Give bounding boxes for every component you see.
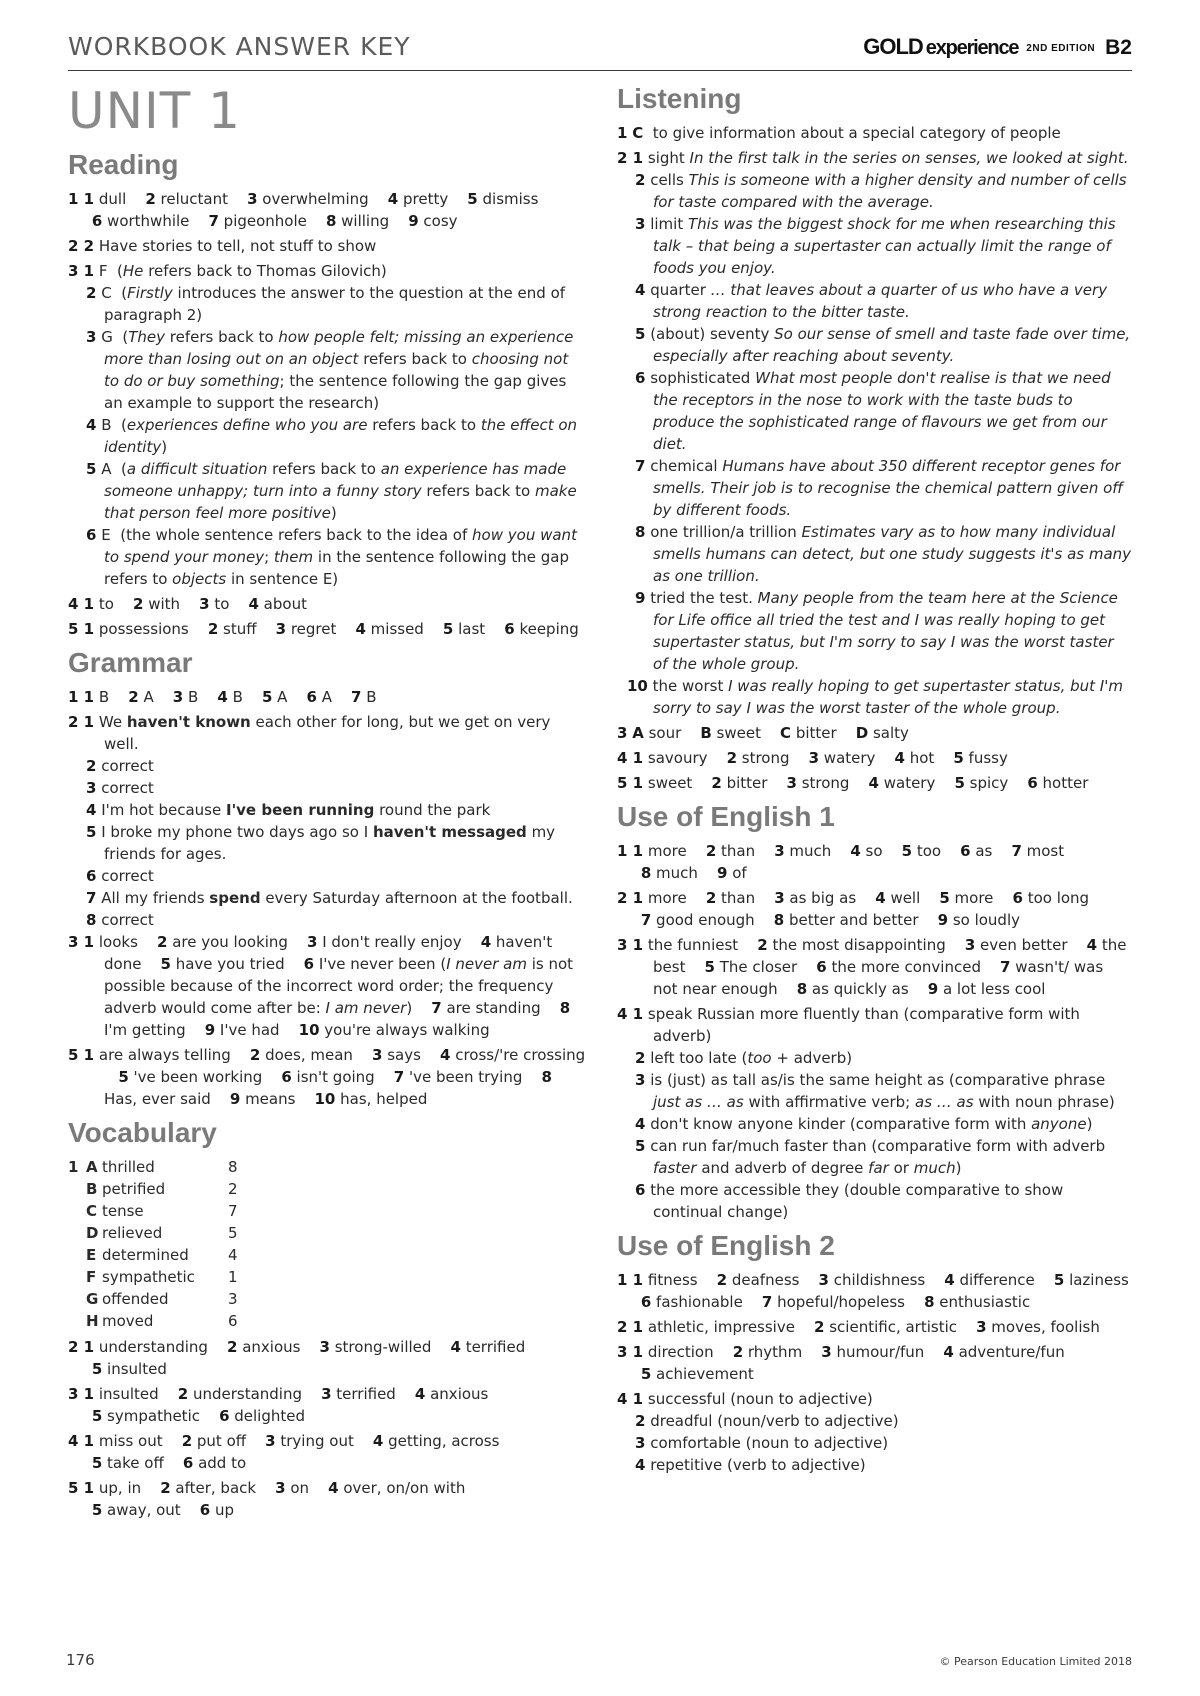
- answer-item: 8 one trillion/a trillion Estimates vary as to how many individual smells humans can detect, but one study suggests it's as many as one trillion.: [635, 523, 1132, 585]
- answer-item: 2 1 athletic, impressive 2 scientific, artistic 3 moves, foolish: [617, 1318, 1100, 1336]
- table-row: 1 A thrilled 8: [68, 1158, 238, 1176]
- answer-item: 1 C to give information about a special category of people: [617, 124, 1061, 142]
- answer-item: 1 1 B 2 A 3 B 4 B 5 A 6 A 7 B: [68, 688, 377, 706]
- answer-item: 2 C (Firstly introduces the answer to the question at the end of paragraph 2): [86, 284, 566, 324]
- table-row: G offended 3: [86, 1290, 238, 1308]
- brand-gold: GOLD: [863, 34, 923, 59]
- answer-item: 4 repetitive (verb to adjective): [635, 1456, 866, 1474]
- answer-item: 2 1 understanding 2 anxious 3 strong-willed 4 terrified 5 insulted: [68, 1338, 526, 1378]
- page-header: [68, 30, 1132, 71]
- vocabulary-table: [68, 1156, 258, 1332]
- answer-item: 1 1 dull 2 reluctant 3 overwhelming 4 pretty 5 dismiss 6 worthwhile 7 pigeonhole 8 willing 9 cosy: [68, 190, 539, 230]
- answer-item: 3 G (They refers back to how people felt; missing an experience more than losing out on an object refers back to choosing not to do or buy something; the sentence following the gap gives an example to support the research): [86, 328, 574, 412]
- answer-item: 4 quarter … that leaves about a quarter of us who have a very strong reaction to the bitter taste.: [635, 281, 1108, 321]
- answer-item: 7 All my friends spend every Saturday afternoon at the football.: [86, 889, 573, 907]
- answer-item: 3 1 the funniest 2 the most disappointing 3 even better 4 the best 5 The closer 6 the more convinced 7 wasn't/ was not near enough 8 as quickly as 9 a lot less cool: [617, 936, 1127, 998]
- answer-item: 4 don't know anyone kinder (comparative form with anyone): [635, 1115, 1093, 1133]
- answer-item: 10 the worst I was really hoping to get supertaster status, but I'm sorry to say I was the worst taster of the whole group.: [627, 677, 1123, 717]
- answer-item: 4 1 successful (noun to adjective): [617, 1390, 873, 1408]
- section-heading-use-of-english-1: Use of English 1: [617, 801, 835, 832]
- answer-item: 4 1 to 2 with 3 to 4 about: [68, 595, 307, 613]
- table-row: C tense 7: [86, 1202, 238, 1220]
- section-heading-vocabulary: Vocabulary: [68, 1117, 217, 1148]
- answer-item: 5 A (a difficult situation refers back to an experience has made someone unhappy; turn into a funny story refers back to make that person feel more positive): [86, 460, 577, 522]
- answer-item: 2 correct: [86, 757, 154, 775]
- table-row: F sympathetic 1: [86, 1268, 238, 1286]
- answer-item: 5 1 possessions 2 stuff 3 regret 4 missed 5 last 6 keeping: [68, 620, 579, 638]
- left-column: [68, 76, 586, 1524]
- section-heading-listening: Listening: [617, 83, 742, 114]
- brand-logo: [863, 34, 1132, 60]
- right-column: [617, 76, 1132, 1476]
- copyright-notice: © Pearson Education Limited 2018: [939, 1655, 1132, 1668]
- answer-item: 6 sophisticated What most people don't realise is that we need the receptors in the nose to work with the taste buds to produce the sophisticated range of flavours we get from our diet.: [635, 369, 1111, 453]
- answer-item: 5 1 sweet 2 bitter 3 strong 4 watery 5 spicy 6 hotter: [617, 774, 1089, 792]
- answer-item: 2 1 more 2 than 3 as big as 4 well 5 more 6 too long 7 good enough 8 better and better 9 so loudly: [617, 889, 1090, 929]
- page-number: 176: [66, 1651, 95, 1669]
- section-heading-grammar: Grammar: [68, 647, 193, 678]
- answer-item: 5 I broke my phone two days ago so I haven't messaged my friends for ages.: [86, 823, 556, 863]
- answer-item: 4 1 speak Russian more fluently than (comparative form with adverb): [617, 1005, 1080, 1045]
- answer-item: 8 correct: [86, 911, 154, 929]
- answer-item: 3 A sour B sweet C bitter D salty: [617, 724, 909, 742]
- answer-item: 2 1 sight In the first talk in the series on senses, we looked at sight.: [617, 149, 1129, 167]
- answer-item: 9 tried the test. Many people from the team here at the Science for Life office all tried the test and I was really hoping to get supertaster status, but I'm sorry to say I was the worst taster of the whole group.: [635, 589, 1118, 673]
- answer-item: 3 is (just) as tall as/is the same height as (comparative phrase just as … as with affirmative verb; as … as with noun phrase): [635, 1071, 1115, 1111]
- answer-item: 5 (about) seventy So our sense of smell and taste fade over time, especially after reaching about seventy.: [635, 325, 1131, 365]
- answer-item: 3 1 insulted 2 understanding 3 terrified 4 anxious 5 sympathetic 6 delighted: [68, 1385, 489, 1425]
- answer-item: 1 1 more 2 than 3 much 4 so 5 too 6 as 7 most 8 much 9 of: [617, 842, 1065, 882]
- answer-item: 2 cells This is someone with a higher density and number of cells for taste compared with the average.: [635, 171, 1127, 211]
- answer-item: 2 left too late (too + adverb): [635, 1049, 853, 1067]
- answer-item: 1 1 fitness 2 deafness 3 childishness 4 difference 5 laziness 6 fashionable 7 hopeful/hopeless 8 enthusiastic: [617, 1271, 1129, 1311]
- table-row: H moved 6: [86, 1312, 238, 1330]
- answer-item: 5 can run far/much faster than (comparative form with adverb faster and adverb of degree far or much): [635, 1137, 1106, 1177]
- table-row: D relieved 5: [86, 1224, 238, 1242]
- answer-item: 3 1 direction 2 rhythm 3 humour/fun 4 adventure/fun 5 achievement: [617, 1343, 1065, 1383]
- answer-item: 7 chemical Humans have about 350 different receptor genes for smells. Their job is to recognise the chemical pattern given off by different foods.: [635, 457, 1124, 519]
- answer-item: 3 comfortable (noun to adjective): [635, 1434, 889, 1452]
- answer-item: 4 1 miss out 2 put off 3 trying out 4 getting, across 5 take off 6 add to: [68, 1432, 500, 1472]
- answer-item: 4 I'm hot because I've been running round the park: [86, 801, 491, 819]
- answer-item: 2 dreadful (noun/verb to adjective): [635, 1412, 899, 1430]
- unit-title: UNIT 1: [68, 82, 241, 140]
- table-row: B petrified 2: [86, 1180, 238, 1198]
- answer-item: 5 1 up, in 2 after, back 3 on 4 over, on/on with 5 away, out 6 up: [68, 1479, 466, 1519]
- brand-edition: 2ND EDITION: [1026, 43, 1096, 54]
- answer-item: 4 1 savoury 2 strong 3 watery 4 hot 5 fussy: [617, 749, 1008, 767]
- section-heading-reading: Reading: [68, 149, 179, 180]
- answer-item: 2 1 We haven't known each other for long, but we get on very well.: [68, 713, 551, 753]
- answer-item: 3 limit This was the biggest shock for me when researching this talk – that being a supertaster can actually limit the range of foods you enjoy.: [635, 215, 1116, 277]
- answer-item: 2 2 Have stories to tell, not stuff to show: [68, 237, 377, 255]
- answer-item: 5 1 are always telling 2 does, mean 3 says 4 cross/'re crossing 5 've been working 6 isn't going 7 've been trying 8 Has, ever said 9 means 10 has, helped: [68, 1046, 586, 1108]
- answer-item: 6 correct: [86, 867, 154, 885]
- table-row: E determined 4: [86, 1246, 238, 1264]
- brand-experience: experience: [925, 37, 1019, 59]
- answer-item: 3 1 F (He refers back to Thomas Gilovich): [68, 262, 387, 280]
- answer-item: 3 1 looks 2 are you looking 3 I don't really enjoy 4 haven't done 5 have you tried 6 I've never been (I never am is not possible because of the incorrect word order; the frequency adverb would come after be: I am never) 7 are standing 8 I'm getting 9 I've had 10 you're always walking: [68, 933, 574, 1039]
- header-title: WORKBOOK ANSWER KEY: [68, 32, 411, 61]
- brand-level: B2: [1105, 36, 1132, 59]
- section-heading-use-of-english-2: Use of English 2: [617, 1230, 835, 1261]
- answer-item: 4 B (experiences define who you are refers back to the effect on identity): [86, 416, 578, 456]
- answer-item: 6 the more accessible they (double comparative to show continual change): [635, 1181, 1064, 1221]
- answer-item: 3 correct: [86, 779, 154, 797]
- answer-item: 6 E (the whole sentence refers back to the idea of how you want to spend your money; them in the sentence following the gap refers to objects in sentence E): [86, 526, 577, 588]
